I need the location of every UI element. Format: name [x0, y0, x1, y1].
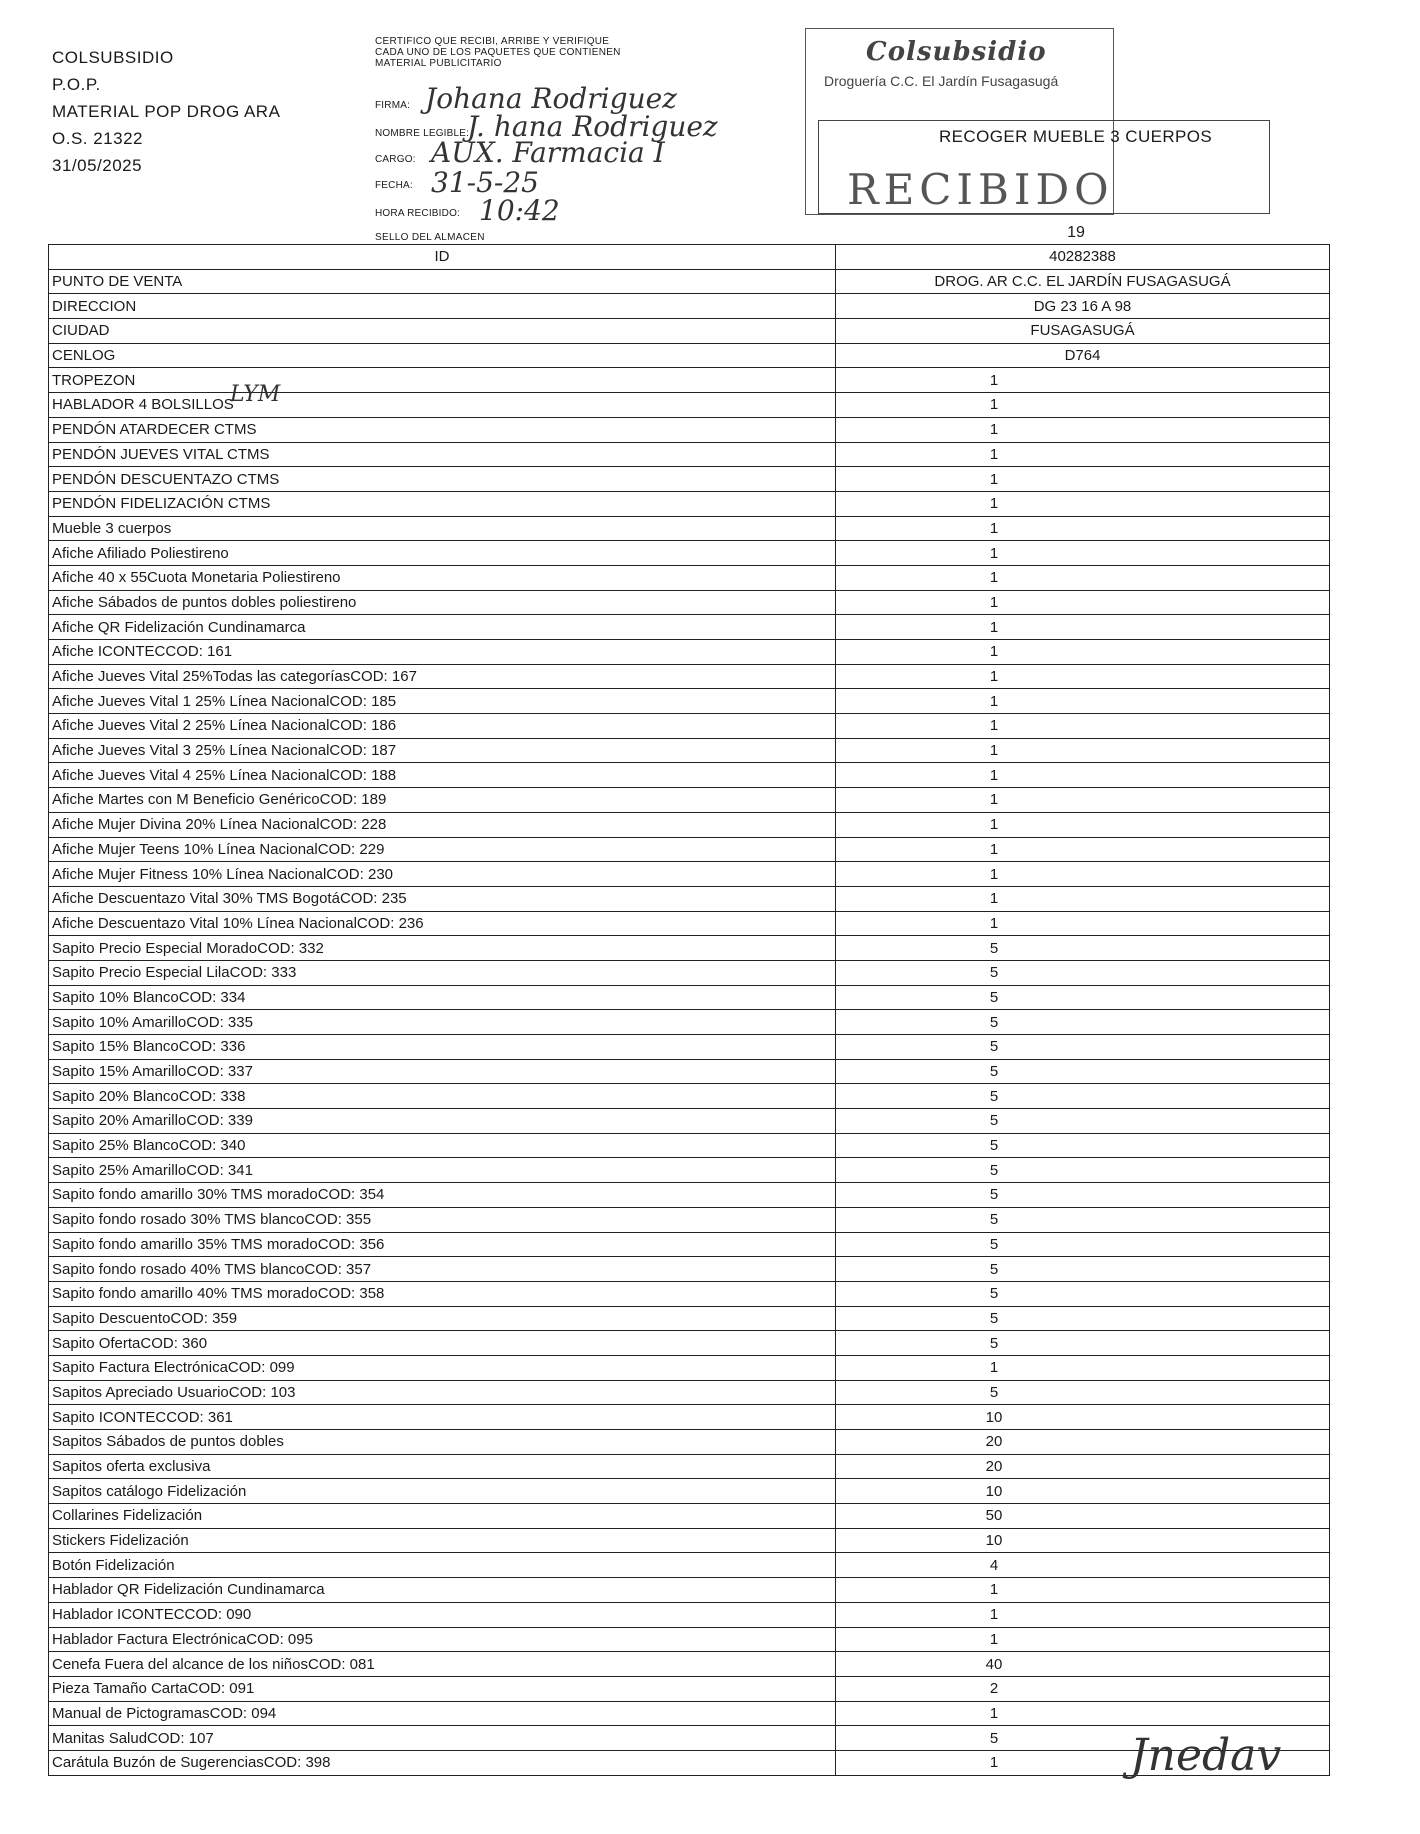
- info-row: [49, 269, 1330, 294]
- info-label: DIRECCION: [49, 294, 836, 319]
- item-quantity: 1: [836, 442, 1330, 467]
- item-quantity: 50: [836, 1504, 1330, 1529]
- item-quantity: 1: [836, 467, 1330, 492]
- hora-value: 10:42: [479, 194, 560, 227]
- sello-label: SELLO DEL ALMACEN: [375, 232, 485, 243]
- item-quantity: 1: [836, 368, 1330, 393]
- item-quantity: 20: [836, 1430, 1330, 1455]
- item-quantity: 1: [836, 1602, 1330, 1627]
- table-row: [49, 862, 1330, 887]
- certificate-text: CERTIFICO QUE RECIBI, ARRIBE Y VERIFIQUE CADA UNO DE LOS PAQUETES QUE CONTIENEN MATERIAL PUBLICITARIO: [375, 36, 621, 69]
- item-label: Sapitos catálogo Fidelización: [49, 1479, 836, 1504]
- info-label: ID: [49, 245, 836, 270]
- item-quantity: 2: [836, 1676, 1330, 1701]
- nombre-label: NOMBRE LEGIBLE:: [375, 128, 470, 139]
- table-row: [49, 491, 1330, 516]
- item-label: Sapito fondo amarillo 40% TMS moradoCOD: 358: [49, 1281, 836, 1306]
- item-label: Sapito Factura ElectrónicaCOD: 099: [49, 1355, 836, 1380]
- recoger-text: RECOGER MUEBLE 3 CUERPOS: [939, 127, 1213, 146]
- item-label: Sapito 10% AmarilloCOD: 335: [49, 1010, 836, 1035]
- table-row: [49, 565, 1330, 590]
- item-label: Collarines Fidelización: [49, 1504, 836, 1529]
- cargo-label: CARGO:: [375, 154, 416, 165]
- item-quantity: 5: [836, 1035, 1330, 1060]
- item-quantity: 5: [836, 1010, 1330, 1035]
- item-label: Hablador Factura ElectrónicaCOD: 095: [49, 1627, 836, 1652]
- certificate-block: [375, 36, 718, 227]
- table-row: [49, 985, 1330, 1010]
- item-quantity: 10: [836, 1528, 1330, 1553]
- recibido-stamp: RECIBIDO: [847, 165, 1114, 214]
- item-quantity: 5: [836, 1109, 1330, 1134]
- item-quantity: 5: [836, 1281, 1330, 1306]
- item-quantity: 1: [836, 886, 1330, 911]
- info-value: 40282388: [836, 245, 1330, 270]
- table-row: [49, 1652, 1330, 1677]
- stamp-brand-logo: Colsubsidio: [866, 37, 1047, 67]
- item-quantity: 40: [836, 1652, 1330, 1677]
- item-label: Afiche QR Fidelización Cundinamarca: [49, 615, 836, 640]
- info-label: CENLOG: [49, 343, 836, 368]
- item-label: Afiche Jueves Vital 2 25% Línea NacionalCOD: 186: [49, 714, 836, 739]
- item-label: Afiche Mujer Divina 20% Línea NacionalCOD: 228: [49, 812, 836, 837]
- item-label: HABLADOR 4 BOLSILLOS: [49, 393, 836, 418]
- table-row: [49, 1553, 1330, 1578]
- table-row: [49, 1158, 1330, 1183]
- info-row: [49, 294, 1330, 319]
- info-value: DG 23 16 A 98: [836, 294, 1330, 319]
- header-line: MATERIAL POP DROG ARA: [52, 102, 281, 121]
- info-row: [49, 319, 1330, 344]
- table-row: [49, 886, 1330, 911]
- table-row: [49, 960, 1330, 985]
- item-quantity: 5: [836, 960, 1330, 985]
- item-quantity: 1: [836, 837, 1330, 862]
- info-label: PUNTO DE VENTA: [49, 269, 836, 294]
- item-label: PENDÓN ATARDECER CTMS: [49, 417, 836, 442]
- item-quantity: 1: [836, 689, 1330, 714]
- table-row: [49, 1479, 1330, 1504]
- item-label: PENDÓN JUEVES VITAL CTMS: [49, 442, 836, 467]
- table-row: [49, 788, 1330, 813]
- table-row: [49, 936, 1330, 961]
- table-row: [49, 1232, 1330, 1257]
- item-label: Sapito fondo amarillo 35% TMS moradoCOD: 356: [49, 1232, 836, 1257]
- item-label: Afiche Descuentazo Vital 10% Línea NacionalCOD: 236: [49, 911, 836, 936]
- item-quantity: 4: [836, 1553, 1330, 1578]
- item-label: Sapito 25% AmarilloCOD: 341: [49, 1158, 836, 1183]
- item-label: Manitas SaludCOD: 107: [49, 1726, 836, 1751]
- table-row: [49, 541, 1330, 566]
- table-row: [49, 1676, 1330, 1701]
- item-quantity: 1: [836, 615, 1330, 640]
- item-quantity: 5: [836, 1158, 1330, 1183]
- firma-signature: Johana Rodriguez: [425, 82, 677, 115]
- item-quantity: 1: [836, 738, 1330, 763]
- item-quantity: 5: [836, 936, 1330, 961]
- table-row: [49, 1405, 1330, 1430]
- table-row: [49, 1306, 1330, 1331]
- item-label: Afiche Mujer Fitness 10% Línea NacionalCOD: 230: [49, 862, 836, 887]
- table-row: [49, 590, 1330, 615]
- item-label: Hablador QR Fidelización Cundinamarca: [49, 1578, 836, 1603]
- item-quantity: 1: [836, 1627, 1330, 1652]
- table-row: [49, 516, 1330, 541]
- item-label: Sapito DescuentoCOD: 359: [49, 1306, 836, 1331]
- item-quantity: 1: [836, 788, 1330, 813]
- item-label: Afiche 40 x 55Cuota Monetaria Poliestireno: [49, 565, 836, 590]
- item-quantity: 5: [836, 1084, 1330, 1109]
- item-label: Afiche ICONTECCOD: 161: [49, 640, 836, 665]
- table-row: [49, 664, 1330, 689]
- table-row: [49, 1380, 1330, 1405]
- item-label: Sapito Precio Especial LilaCOD: 333: [49, 960, 836, 985]
- table-row: [49, 1430, 1330, 1455]
- header-line: 31/05/2025: [52, 156, 143, 175]
- table-row: [49, 911, 1330, 936]
- item-quantity: 1: [836, 862, 1330, 887]
- table-row: [49, 1602, 1330, 1627]
- item-quantity: 1: [836, 1578, 1330, 1603]
- firma-label: FIRMA:: [375, 100, 411, 111]
- table-row: [49, 417, 1330, 442]
- table-row: [49, 714, 1330, 739]
- item-label: Afiche Jueves Vital 25%Todas las categoríasCOD: 167: [49, 664, 836, 689]
- item-quantity: 1: [836, 664, 1330, 689]
- header-line: O.S. 21322: [52, 129, 144, 148]
- item-quantity: 1: [836, 1750, 1330, 1775]
- item-quantity: 5: [836, 1306, 1330, 1331]
- item-quantity: 5: [836, 1232, 1330, 1257]
- table-row: [49, 1331, 1330, 1356]
- item-label: TROPEZON: [49, 368, 836, 393]
- item-label: Afiche Afiliado Poliestireno: [49, 541, 836, 566]
- item-quantity: 1: [836, 393, 1330, 418]
- cargo-value: AUX. Farmacia I: [431, 136, 665, 169]
- table-row: [49, 1701, 1330, 1726]
- item-quantity: 1: [836, 1355, 1330, 1380]
- item-label: PENDÓN FIDELIZACIÓN CTMS: [49, 491, 836, 516]
- table-row: [49, 1183, 1330, 1208]
- item-label: PENDÓN DESCUENTAZO CTMS: [49, 467, 836, 492]
- item-quantity: 5: [836, 1726, 1330, 1751]
- table-row: [49, 1454, 1330, 1479]
- item-quantity: 1: [836, 714, 1330, 739]
- item-label: Hablador ICONTECCOD: 090: [49, 1602, 836, 1627]
- item-quantity: 1: [836, 1701, 1330, 1726]
- item-label: Afiche Mujer Teens 10% Línea NacionalCOD: 229: [49, 837, 836, 862]
- item-quantity: 10: [836, 1479, 1330, 1504]
- item-quantity: 1: [836, 812, 1330, 837]
- header-line: COLSUBSIDIO: [52, 48, 174, 67]
- item-quantity: 5: [836, 985, 1330, 1010]
- info-row: [49, 343, 1330, 368]
- table-row: [49, 689, 1330, 714]
- table-row: [49, 1084, 1330, 1109]
- item-quantity: 5: [836, 1207, 1330, 1232]
- item-label: Sapitos Sábados de puntos dobles: [49, 1430, 836, 1455]
- item-quantity: 1: [836, 590, 1330, 615]
- table-row: [49, 812, 1330, 837]
- table-row: [49, 1281, 1330, 1306]
- nombre-value: J. hana Rodriguez: [467, 110, 718, 143]
- table-row: [49, 1059, 1330, 1084]
- tropezon-annotation: LYM: [230, 382, 281, 407]
- item-quantity: 1: [836, 417, 1330, 442]
- table-row: [49, 1133, 1330, 1158]
- item-label: Afiche Sábados de puntos dobles poliestireno: [49, 590, 836, 615]
- table-row: [49, 1010, 1330, 1035]
- item-quantity: 1: [836, 541, 1330, 566]
- item-quantity: 1: [836, 763, 1330, 788]
- item-quantity: 1: [836, 516, 1330, 541]
- item-label: Sapitos Apreciado UsuarioCOD: 103: [49, 1380, 836, 1405]
- info-value: FUSAGASUGÁ: [836, 319, 1330, 344]
- stamp-subtitle: Droguería C.C. El Jardín Fusagasugá: [824, 73, 1059, 89]
- item-label: Sapito 25% BlancoCOD: 340: [49, 1133, 836, 1158]
- table-row: [49, 1355, 1330, 1380]
- item-label: Sapito fondo amarillo 30% TMS moradoCOD: 354: [49, 1183, 836, 1208]
- info-row: [49, 245, 1330, 270]
- table-row: [49, 467, 1330, 492]
- item-quantity: 5: [836, 1059, 1330, 1084]
- table-row: [49, 1504, 1330, 1529]
- item-quantity: 1: [836, 911, 1330, 936]
- item-label: Sapito 15% AmarilloCOD: 337: [49, 1059, 836, 1084]
- material-table: [48, 244, 1330, 1776]
- table-row: [49, 442, 1330, 467]
- table-row: [49, 1109, 1330, 1134]
- item-quantity: 5: [836, 1257, 1330, 1282]
- item-quantity: 5: [836, 1133, 1330, 1158]
- table-row: [49, 1257, 1330, 1282]
- item-label: Sapito 10% BlancoCOD: 334: [49, 985, 836, 1010]
- table-row: [49, 1035, 1330, 1060]
- item-label: Afiche Martes con M Beneficio GenéricoCOD: 189: [49, 788, 836, 813]
- table-row: [49, 763, 1330, 788]
- item-label: Afiche Descuentazo Vital 30% TMS BogotáCOD: 235: [49, 886, 836, 911]
- info-value: DROG. AR C.C. EL JARDÍN FUSAGASUGÁ: [836, 269, 1330, 294]
- item-quantity: 5: [836, 1380, 1330, 1405]
- item-label: Mueble 3 cuerpos: [49, 516, 836, 541]
- table-row: [49, 1528, 1330, 1553]
- item-quantity: 10: [836, 1405, 1330, 1430]
- item-label: Sapito 20% AmarilloCOD: 339: [49, 1109, 836, 1134]
- item-label: Sapitos oferta exclusiva: [49, 1454, 836, 1479]
- table-row: [49, 1207, 1330, 1232]
- item-label: Sapito Precio Especial MoradoCOD: 332: [49, 936, 836, 961]
- table-row: [49, 738, 1330, 763]
- fecha-value: 31-5-25: [431, 166, 539, 199]
- item-label: Afiche Jueves Vital 1 25% Línea NacionalCOD: 185: [49, 689, 836, 714]
- item-label: Sapito OfertaCOD: 360: [49, 1331, 836, 1356]
- item-quantity: 1: [836, 565, 1330, 590]
- item-label: Manual de PictogramasCOD: 094: [49, 1701, 836, 1726]
- item-quantity: 20: [836, 1454, 1330, 1479]
- item-quantity: 5: [836, 1183, 1330, 1208]
- header-block: [52, 44, 280, 179]
- item-quantity: 5: [836, 1331, 1330, 1356]
- table-row: [49, 1627, 1330, 1652]
- table-row: [49, 1578, 1330, 1603]
- table-row: [49, 640, 1330, 665]
- item-label: Pieza Tamaño CartaCOD: 091: [49, 1676, 836, 1701]
- page-number: 19: [1067, 224, 1085, 241]
- item-quantity: 1: [836, 491, 1330, 516]
- bottom-signature: Jnedav: [1130, 1730, 1282, 1781]
- item-label: Cenefa Fuera del alcance de los niñosCOD: 081: [49, 1652, 836, 1677]
- item-label: Stickers Fidelización: [49, 1528, 836, 1553]
- item-label: Botón Fidelización: [49, 1553, 836, 1578]
- hora-label: HORA RECIBIDO:: [375, 208, 461, 219]
- item-label: Sapito ICONTECCOD: 361: [49, 1405, 836, 1430]
- info-label: CIUDAD: [49, 319, 836, 344]
- item-label: Carátula Buzón de SugerenciasCOD: 398: [49, 1750, 836, 1775]
- item-label: Sapito 20% BlancoCOD: 338: [49, 1084, 836, 1109]
- item-label: Sapito fondo rosado 30% TMS blancoCOD: 355: [49, 1207, 836, 1232]
- item-quantity: 1: [836, 640, 1330, 665]
- item-label: Afiche Jueves Vital 3 25% Línea NacionalCOD: 187: [49, 738, 836, 763]
- item-label: Sapito fondo rosado 40% TMS blancoCOD: 357: [49, 1257, 836, 1282]
- info-value: D764: [836, 343, 1330, 368]
- fecha-label: FECHA:: [375, 180, 413, 191]
- item-label: Sapito 15% BlancoCOD: 336: [49, 1035, 836, 1060]
- item-label: Afiche Jueves Vital 4 25% Línea NacionalCOD: 188: [49, 763, 836, 788]
- table-row: [49, 837, 1330, 862]
- table-row: [49, 615, 1330, 640]
- recoger-box: [818, 120, 1270, 214]
- header-line: P.O.P.: [52, 75, 101, 94]
